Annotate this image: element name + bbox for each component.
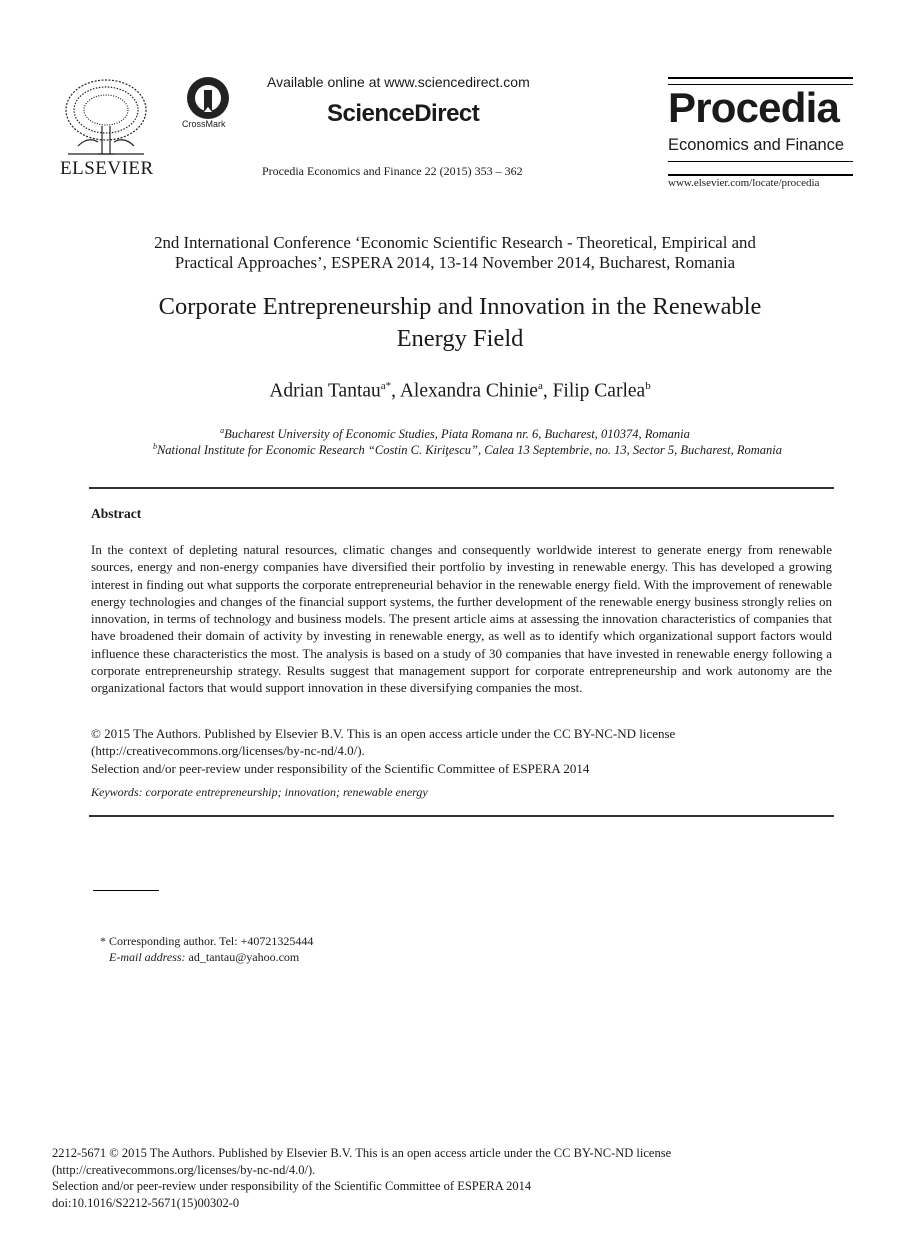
procedia-rule <box>668 174 853 176</box>
abstract-body: In the context of depleting natural resources, climatic changes and consequently worldwide interest to generate energy from renewable sources, energy and non-energy companies have diversified their portfolio by investing in renewable energy. This has developed a growing interest in finding out what supports the corporate entrepreneurial behavior in the renewable energy field. With the improvement of renewable energy technologies and changes of the financial support systems, the further development of the renewable energy business strongly relies on innovation, in terms of technology and business models. The present article aims at assessing the innovation characteristics of companies that have broadened their domain of activity by investing in renewable energy, as well as to identify which organizational support factors would influence these characteristics the most. The analysis is based on a study of 30 companies that have invested in renewable energy following a corporate entrepreneurship strategy. Results suggest that management support for corporate entrepreneurship and work autonomy are the organizational factors that would support innovation in these diversifying companies the most. <box>91 542 832 696</box>
author-name: Filip Carlea <box>552 380 646 402</box>
email-link[interactable]: ad_tantau@yahoo.com <box>188 950 300 964</box>
author-affiliation-mark: a <box>537 380 543 392</box>
page-footer <box>52 1145 671 1211</box>
crossmark-label: CrossMark <box>182 119 226 129</box>
procedia-rule <box>668 77 853 79</box>
journal-url-link[interactable]: www.elsevier.com/locate/procedia <box>668 177 820 189</box>
email-line <box>100 949 313 965</box>
corresponding-mark[interactable]: * <box>385 380 392 392</box>
author-name: Adrian Tantau <box>269 380 381 402</box>
conference-line: 2nd International Conference ‘Economic Scientific Research - Theoretical, Empirical and <box>154 233 756 252</box>
footnote <box>100 933 313 965</box>
author-name: Alexandra Chinie <box>399 380 538 402</box>
copyright-notice <box>91 725 832 777</box>
doi-link[interactable]: doi:10.1016/S2212-5671(15)00302-0 <box>52 1195 240 1210</box>
abstract-heading: Abstract <box>91 506 142 521</box>
affiliation-mark: b <box>152 442 157 451</box>
procedia-logo: Procedia <box>668 84 840 131</box>
affiliation <box>90 426 820 442</box>
affiliation-mark: a <box>220 426 225 435</box>
procedia-rule <box>668 161 853 162</box>
divider <box>89 815 834 817</box>
license-link[interactable]: http://creativecommons.org/licenses/by-nc-nd/4.0/ <box>95 743 358 759</box>
title-line: Corporate Entrepreneurship and Innovation in the Renewable <box>158 293 762 320</box>
peer-review-line: Selection and/or peer-review under responsibility of the Scientific Committee of ESPERA 2014 <box>91 760 590 776</box>
conference-info <box>90 233 820 273</box>
corresponding-author: * Corresponding author. Tel: +40721325444 <box>100 934 314 948</box>
affiliation-text: Bucharest University of Economic Studies, Piata Romana nr. 6, Bucharest, 010374, Romania <box>224 427 690 442</box>
author-affiliation-mark: a <box>380 380 386 392</box>
footnote-rule <box>93 890 159 891</box>
article-title <box>90 291 830 355</box>
elsevier-wordmark: ELSEVIER <box>60 158 154 179</box>
affiliation-text: National Institute for Economic Research “Costin C. Kiriţescu”, Calea 13 Septembrie, no. 13, Sector 5, Bucharest, Romania <box>156 443 782 458</box>
divider <box>89 487 834 489</box>
footer-license-line: (http://creativecommons.org/licenses/by-nc-nd/4.0/). <box>52 1162 316 1177</box>
available-online-text[interactable]: Available online at www.sciencedirect.com <box>267 74 530 90</box>
journal-citation: Procedia Economics and Finance 22 (2015) 353 – 362 <box>262 164 523 178</box>
keywords: Keywords: corporate entrepreneurship; innovation; renewable energy <box>91 785 428 799</box>
copyright-line: © 2015 The Authors. Published by Elsevier B.V. This is an open access article under the CC BY-NC-ND license <box>91 726 676 741</box>
author-list: Adrian Tantau$^{a*}$, Alexandra Chinie$^a$, Filip Carlea$^b$ <box>269 380 651 402</box>
conference-line: Practical Approaches’, ESPERA 2014, 13-14 November 2014, Bucharest, Romania <box>174 253 736 272</box>
author-affiliation-mark: b <box>645 380 651 392</box>
footer-peer-review: Selection and/or peer-review under responsibility of the Scientific Committee of ESPERA 2014 <box>52 1179 532 1194</box>
email-label: E-mail address: <box>109 950 186 964</box>
procedia-subtitle: Economics and Finance <box>668 136 845 154</box>
license-line: (http://creativecommons.org/licenses/by-nc-nd/4.0/). <box>91 743 365 759</box>
footer-license-link[interactable]: http://creativecommons.org/licenses/by-nc-nd/4.0/ <box>56 1162 308 1177</box>
issn-line: 2212-5671 © 2015 The Authors. Published by Elsevier B.V. This is an open access article under the CC BY-NC-ND license <box>52 1146 672 1160</box>
sciencedirect-logo[interactable]: ScienceDirect <box>327 100 480 127</box>
title-line: Energy Field <box>396 325 524 352</box>
affiliation <box>90 442 782 458</box>
